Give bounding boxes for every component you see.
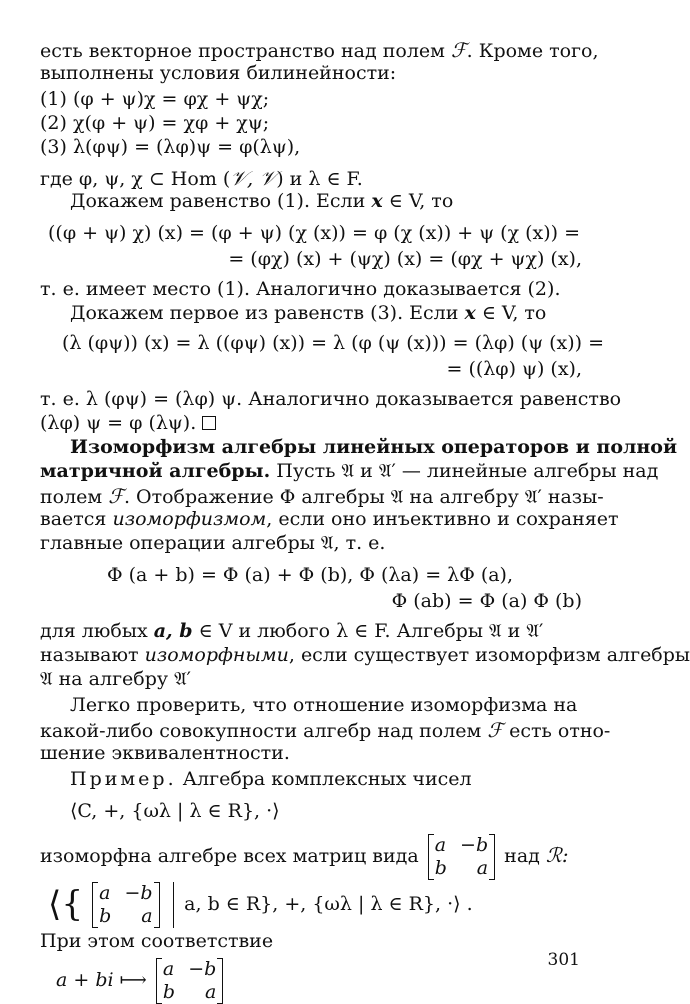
- equation-6: [56, 958, 226, 1004]
- text: ∈ V, то: [388, 190, 454, 212]
- text: есть векторное пространство над полем: [40, 40, 445, 62]
- text: ∈ V и любого λ ∈ F. Алгебры 𝔄 и 𝔄′: [198, 620, 544, 642]
- text: изоморфна алгебре всех матриц вида: [40, 844, 419, 867]
- equation-2-line-1: (λ (φψ)) (x) = λ ((φψ) (x)) = λ (φ (ψ (x))) = (λφ) (ψ (x)) =: [62, 332, 605, 354]
- text: Пусть 𝔄 и 𝔄′ — линейные алгебры над: [276, 460, 659, 482]
- text-line: [70, 302, 546, 326]
- text: Докажем равенство (1). Если: [70, 190, 366, 212]
- text-line: 𝔄 на алгебру 𝔄′: [40, 668, 191, 690]
- term-isomorphism: изоморфизмом: [112, 508, 267, 530]
- equation-5: [48, 882, 473, 928]
- text: , если оно инъективно и сохраняет: [266, 508, 619, 530]
- field-symbol: ℱ: [108, 484, 124, 508]
- text: Докажем первое из равенств (3). Если: [70, 302, 459, 324]
- text-line: Легко проверить, что отношение изоморфизма на: [70, 694, 578, 716]
- vectors-ab: a, b: [153, 620, 193, 642]
- text-line: [40, 718, 610, 744]
- text: полем: [40, 486, 103, 508]
- text-line: [40, 412, 216, 436]
- term-isomorphic: изоморфными: [144, 644, 289, 666]
- text: . Отображение Φ алгебры 𝔄 на алгебру 𝔄′ назы-: [123, 486, 604, 508]
- text-line: [40, 484, 604, 510]
- field-symbol: ℛ:: [545, 842, 569, 867]
- text: называют: [40, 644, 139, 666]
- text: вается: [40, 508, 107, 530]
- equation-3-line-1: Φ (a + b) = Φ (a) + Φ (b), Φ (λa) = λΦ (a),: [106, 564, 514, 586]
- text-line: главные операции алгебры 𝔄, т. е.: [40, 532, 386, 554]
- page-number: 301: [547, 950, 580, 970]
- field-symbol: ℱ: [487, 718, 504, 742]
- text: где φ, ψ, χ ⊂ Hom (: [40, 168, 231, 190]
- text: Алгебра комплексных чисел: [182, 768, 472, 790]
- equation-4: ⟨C, +, {ωλ | λ ∈ R}, ·⟩: [70, 800, 280, 822]
- text: a + bi ⟼: [56, 968, 147, 991]
- equation-1-line-1: ((φ + ψ) χ) (x) = (φ + ψ) (χ (x)) = φ (χ (x)) + ψ (χ (x)) =: [48, 222, 581, 244]
- text-line: [40, 834, 569, 880]
- text: (λφ) ψ = φ (λψ).: [40, 412, 197, 434]
- condition-2: (2) χ(φ + ψ) = χφ + χψ;: [40, 112, 270, 134]
- text: над: [504, 844, 540, 867]
- text-line: т. е. имеет место (1). Аналогично доказывается (2).: [40, 278, 561, 300]
- equation-3-line-2: Φ (ab) = Φ (a) Φ (b): [391, 590, 582, 612]
- heading-text: матричной алгебры.: [40, 460, 271, 482]
- text-line: [40, 508, 619, 532]
- text: какой-либо совокупности алгебр над полем: [40, 720, 482, 742]
- text-line: [40, 644, 690, 668]
- text-line: [70, 768, 472, 792]
- text-line: [40, 460, 658, 484]
- equation-1-line-2: = (φχ) (x) + (ψχ) (x) = (φχ + ψχ) (x),: [228, 248, 582, 270]
- matrix: a −b b a: [428, 834, 495, 880]
- text: a, b ∈ R}, +, {ωλ | λ ∈ R}, ·⟩ .: [184, 893, 473, 915]
- text-line: [40, 166, 363, 192]
- text-line: [40, 38, 599, 64]
- bracket: ⟨{: [48, 884, 84, 925]
- text-line: [70, 190, 453, 214]
- matrix: a −b b a: [156, 958, 223, 1004]
- text-line: т. е. λ (φψ) = (λφ) ψ. Аналогично доказывается равенство: [40, 388, 622, 410]
- equation-2-line-2: = ((λφ) ψ) (x),: [446, 358, 582, 380]
- text-line: При этом соответствие: [40, 930, 274, 952]
- text: есть отно-: [509, 720, 611, 742]
- text-line: выполнены условия билинейности:: [40, 62, 397, 84]
- heading-text: Изоморфизм алгебры линейных операторов и полной: [70, 436, 678, 458]
- text: , если существует изоморфизм алгебры: [288, 644, 690, 666]
- condition-1: (1) (φ + ψ)χ = φχ + ψχ;: [40, 88, 270, 110]
- text: . Кроме того,: [466, 40, 599, 62]
- vertical-bar: [173, 882, 175, 928]
- space-symbols: 𝒱, 𝒱: [230, 166, 277, 190]
- field-symbol: ℱ: [450, 38, 467, 62]
- vector-x: x: [464, 302, 476, 324]
- matrix: a −b b a: [92, 882, 159, 928]
- text-line: шение эквивалентности.: [40, 742, 290, 764]
- text-line: [40, 620, 543, 644]
- text: ) и λ ∈ F.: [276, 168, 363, 190]
- vector-x: x: [371, 190, 383, 212]
- qed-box-icon: [202, 416, 216, 430]
- condition-3: (3) λ(φψ) = (λφ)ψ = φ(λψ),: [40, 136, 301, 158]
- text: ∈ V, то: [481, 302, 547, 324]
- example-label: Пример.: [70, 768, 177, 790]
- section-heading: [70, 436, 677, 460]
- text: для любых: [40, 620, 148, 642]
